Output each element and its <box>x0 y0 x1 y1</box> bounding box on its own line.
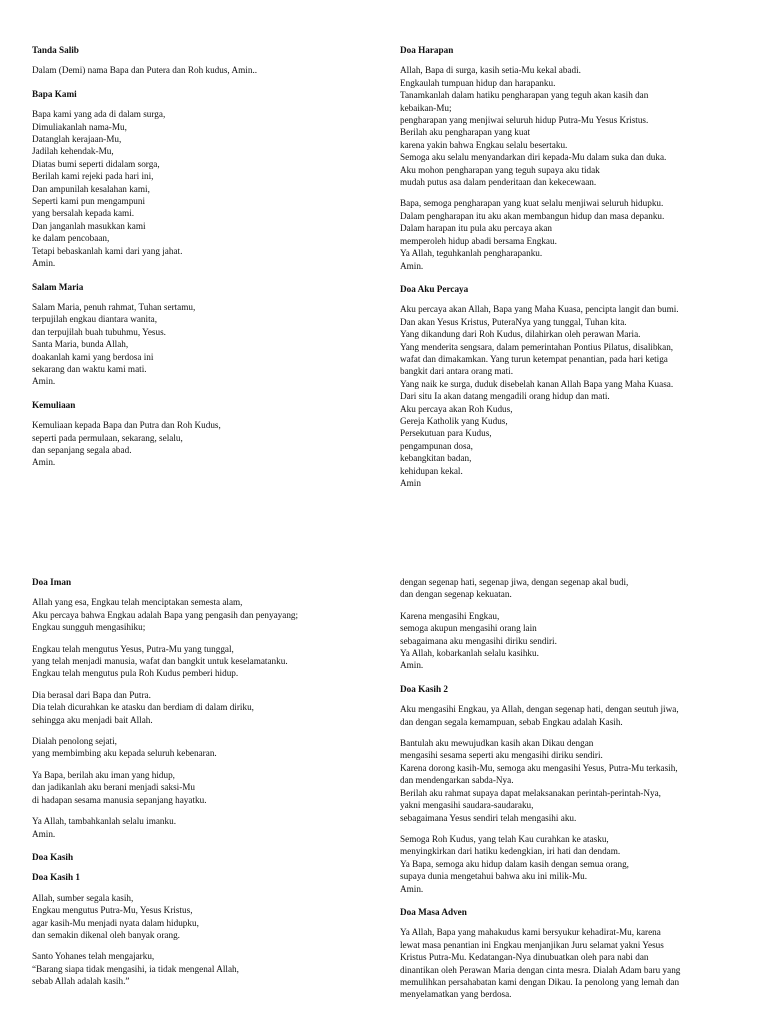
text-line: Kemuliaan kepada Bapa dan Putra dan Roh Kudus, <box>32 420 221 431</box>
text-line: memperoleh hidup abadi bersama Engkau. <box>400 235 557 246</box>
text-line: supaya dunia mengetahui bahwa aku ini milik-Mu. <box>400 871 588 882</box>
doa-harapan-para2 <box>400 197 765 271</box>
text-line: kebaikan-Mu; <box>400 102 452 113</box>
text-line: Karena dorong kasih-Mu, semoga aku mengasihi Yesus, Putra-Mu terkasih, <box>400 762 678 773</box>
kemuliaan-text <box>32 419 382 469</box>
text-line: Aku mohon pengharapan yang teguh supaya aku tidak <box>400 164 600 175</box>
text-line: terpujilah engkau diantara wanita, <box>32 314 158 325</box>
text-line: Yang naik ke surga, duduk disebelah kanan Allah Bapa yang Maha Kuasa. <box>400 378 674 389</box>
bapa-kami-heading: Bapa Kami <box>32 88 77 99</box>
doa-iman-heading: Doa Iman <box>32 577 72 587</box>
text-line: Salam Maria, penuh rahmat, Tuhan sertamu, <box>32 301 196 312</box>
text-line: ke dalam pencobaan, <box>32 233 110 244</box>
text-line: Bapa, semoga pengharapan yang kuat selalu menjiwai seluruh hidupku. <box>400 198 664 209</box>
text-line: sebagaimana Yesus sendiri telah mengasihi aku. <box>400 812 577 823</box>
doa-aku-percaya-text <box>400 303 765 489</box>
doa-kasih-1-para2 <box>32 950 382 987</box>
text-line: Engkaulah tumpuan hidup dan harapanku. <box>400 77 556 88</box>
doa-kasih-heading: Doa Kasih <box>32 851 74 862</box>
text-line: Jadilah kehendak-Mu, <box>32 146 114 157</box>
doa-kasih-2-para <box>400 833 765 895</box>
text-line: Allah, Bapa di surga, kasih setia-Mu kekal abadi. <box>400 65 581 76</box>
text-line: sebab Allah adalah kasih.” <box>32 976 130 987</box>
doa-kasih-1-continued-para1 <box>400 576 765 601</box>
text-line: Bantulah aku mewujudkan kasih akan Dikau dengan <box>400 738 594 749</box>
doa-iman-para <box>32 769 382 806</box>
doa-iman-para <box>32 735 382 760</box>
page2-left-column <box>32 576 382 997</box>
text-line: Semoga aku selalu menyandarkan diri kepada-Mu dalam suka dan duka. <box>400 152 667 163</box>
text-line: wafat dan dimakamkan. Yang turun ketempat penantian, pada hari ketiga <box>400 353 668 364</box>
text-line: Engkau sungguh mengasihiku; <box>32 622 146 633</box>
text-line: mudah putus asa dalam penderitaan dan kekecewaan. <box>400 177 597 188</box>
page1-right-column <box>400 44 765 498</box>
text-line: Berilah aku rahmat supaya dapat melaksanakan perintah-perintah-Nya, <box>400 787 661 798</box>
text-line: lewat masa penantian ini Engkau menjanjikan Juru selamat yakni Yesus <box>400 939 664 950</box>
doa-iman-para <box>32 596 382 633</box>
tanda-salib-heading: Tanda Salib <box>32 45 79 55</box>
kemuliaan-heading: Kemuliaan <box>32 399 76 410</box>
text-line: yang bersalah kepada kami. <box>32 208 135 219</box>
text-line: mengasihi sesama seperti aku mengasihi diriku sendiri. <box>400 750 603 761</box>
text-line: Amin. <box>400 260 424 271</box>
text-line: Allah, sumber segala kasih, <box>32 892 134 903</box>
doa-masa-adven-heading: Doa Masa Adven <box>400 906 467 917</box>
text-line: Seperti kami pun mengampuni <box>32 196 146 207</box>
page2-right-column <box>400 576 765 1010</box>
text-line: sehingga aku menjadi bait Allah. <box>32 714 153 725</box>
text-line: Yang menderita sengsara, dalam pemerintahan Pontius Pilatus, disalibkan, <box>400 341 674 352</box>
text-line: Amin. <box>32 457 56 468</box>
text-line: Amin. <box>32 828 56 839</box>
doa-iman-para <box>32 815 382 840</box>
text-line: yakni mengasihi saudara-saudaraku, <box>400 800 534 811</box>
text-line: Tanamkanlah dalam hatiku pengharapan yang teguh akan kasih dan <box>400 90 649 101</box>
text-line: di hadapan sesama manusia sepanjang hayatku. <box>32 794 207 805</box>
text-line: Persekutuan para Kudus, <box>400 428 492 439</box>
text-line: Dan ampunilah kesalahan kami, <box>32 183 150 194</box>
text-line: yang telah menjadi manusia, wafat dan bangkit untuk keselamatanku. <box>32 656 288 667</box>
tanda-salib-text: Dalam (Demi) nama Bapa dan Putera dan Roh kudus, Amin.. <box>32 65 258 76</box>
text-line: Allah yang esa, Engkau telah menciptakan semesta alam, <box>32 597 243 608</box>
text-line: Bapa kami yang ada di dalam surga, <box>32 109 166 120</box>
text-line: Kristus Putra-Mu. Kedatangan-Nya dinubuatkan oleh para nabi dan <box>400 952 649 963</box>
doa-kasih-2-para <box>400 703 765 728</box>
text-line: dinantikan oleh Perawan Maria dengan cinta mesra. Dialah Adam baru yang <box>400 964 681 975</box>
text-line: Semoga Roh Kudus, yang telah Kau curahkan ke atasku, <box>400 833 609 844</box>
text-line: Amin <box>400 478 421 488</box>
text-line: Aku mengasihi Engkau, ya Allah, dengan segenap hati, dengan seutuh jiwa, <box>400 704 679 715</box>
text-line: “Barang siapa tidak mengasihi, ia tidak mengenal Allah, <box>32 963 239 974</box>
text-line: bangkit dari antara orang mati. <box>400 366 514 377</box>
salam-maria-text <box>32 301 382 388</box>
text-line: dan semakin dikenal oleh banyak orang. <box>32 929 180 940</box>
text-line: menyingkirkan dari hatiku kedengkian, iri hati dan dendam. <box>400 846 621 857</box>
text-line: Aku percaya akan Allah, Bapa yang Maha Kuasa, pencipta langit dan bumi. <box>400 304 679 315</box>
text-line: Ya Allah, kobarkanlah selalu kasihku. <box>400 648 539 659</box>
text-line: Dia berasal dari Bapa dan Putra. <box>32 689 151 700</box>
doa-harapan-para1 <box>400 64 765 188</box>
doa-harapan-heading: Doa Harapan <box>400 45 454 55</box>
doa-kasih-2-heading: Doa Kasih 2 <box>400 683 448 694</box>
text-line: Engkau mengutus Putra-Mu, Yesus Kristus, <box>32 905 193 916</box>
text-line: seperti pada permulaan, sekarang, selalu, <box>32 432 183 443</box>
text-line: dan jadikanlah aku berani menjadi saksi-Mu <box>32 782 196 793</box>
text-line: Berilah aku pengharapan yang kuat <box>400 127 531 138</box>
page1-left-column <box>32 44 382 478</box>
text-line: dan dengan segenap kekuatan. <box>400 589 512 600</box>
text-line: Dan akan Yesus Kristus, PuteraNya yang tunggal, Tuhan kita. <box>400 316 627 327</box>
text-line: agar kasih-Mu menjadi nyata dalam hidupku, <box>32 917 199 928</box>
text-line: yang membimbing aku kepada seluruh kebenaran. <box>32 748 217 759</box>
text-line: Berilah kami rejeki pada hari ini, <box>32 171 154 182</box>
text-line: dan terpujilah buah tubuhmu, Yesus. <box>32 326 166 337</box>
text-line: Dimuliakanlah nama-Mu, <box>32 121 127 132</box>
text-line: menyelamatkan yang berdosa. <box>400 989 512 1000</box>
text-line: Ya Allah, Bapa yang mahakudus kami bersyukur kehadirat-Mu, karena <box>400 927 661 938</box>
text-line: Ya Bapa, semoga aku hidup dalam kasih dengan semua orang, <box>400 858 629 869</box>
text-line: Tetapi bebaskanlah kami dari yang jahat. <box>32 245 183 256</box>
doa-iman-para <box>32 643 382 680</box>
text-line: Santo Yohanes telah mengajarku, <box>32 951 155 962</box>
text-line: Dari situ Ia akan datang mengadili orang hidup dan mati. <box>400 391 610 402</box>
text-line: Santa Maria, bunda Allah, <box>32 339 129 350</box>
text-line: Amin. <box>32 376 56 387</box>
bapa-kami-text <box>32 108 382 269</box>
doa-kasih-1-heading: Doa Kasih 1 <box>32 872 80 883</box>
text-line: Yang dikandung dari Roh Kudus, dilahirkan oleh perawan Maria. <box>400 329 641 340</box>
text-line: Dia telah dicurahkan ke atasku dan berdiam di dalam diriku, <box>32 702 254 713</box>
text-line: dan sepanjang segala abad. <box>32 444 132 455</box>
text-line: kebangkitan badan, <box>400 453 472 464</box>
text-line: kehidupan kekal. <box>400 465 463 476</box>
doa-kasih-1-continued-para2 <box>400 610 765 672</box>
text-line: Amin. <box>400 660 424 671</box>
doa-aku-percaya-heading: Doa Aku Percaya <box>400 283 469 294</box>
text-line: Ya Allah, tambahkanlah selalu imanku. <box>32 816 176 827</box>
text-line: memulihkan persahabatan kami dengan Dikau. Ia penolong yang lemah dan <box>400 976 680 987</box>
text-line: Dalam pengharapan itu aku akan membangun hidup dan masa depanku. <box>400 210 665 221</box>
text-line: pengampunan dosa, <box>400 440 473 451</box>
text-line: karena yakin bahwa Engkau selalu besertaku. <box>400 139 568 150</box>
text-line: semoga akupun mengasihi orang lain <box>400 623 537 634</box>
text-line: Karena mengasihi Engkau, <box>400 610 500 621</box>
text-line: Ya Bapa, berilah aku iman yang hidup, <box>32 769 175 780</box>
text-line: Ya Allah, teguhkanlah pengharapanku. <box>400 248 543 259</box>
text-line: Dialah penolong sejati, <box>32 736 117 747</box>
text-line: Aku percaya bahwa Engkau adalah Bapa yang pengasih dan penyayang; <box>32 609 299 620</box>
text-line: doakanlah kami yang berdosa ini <box>32 351 154 362</box>
text-line: pengharapan yang menjiwai seluruh hidup Putra-Mu Yesus Kristus. <box>400 115 649 126</box>
text-line: Engkau telah mengutus pula Roh Kudus pemberi hidup. <box>32 668 239 679</box>
text-line: sebagaimana aku mengasihi diriku sendiri. <box>400 635 557 646</box>
text-line: dan dengan segala kemampuan, sebab Engkau adalah Kasih. <box>400 716 623 727</box>
text-line: dengan segenap hati, segenap jiwa, dengan segenap akal budi, <box>400 577 629 587</box>
doa-kasih-1-para1 <box>32 892 382 942</box>
text-line: sekarang dan waktu kami mati. <box>32 363 147 374</box>
doa-iman-para <box>32 689 382 726</box>
text-line: Dalam harapan itu pula aku percaya akan <box>400 223 553 234</box>
text-line: Amin. <box>400 883 424 894</box>
salam-maria-heading: Salam Maria <box>32 281 84 292</box>
text-line: Diatas bumi seperti didalam sorga, <box>32 158 160 169</box>
text-line: Gereja Katholik yang Kudus, <box>400 415 508 426</box>
text-line: Datanglah kerajaan-Mu, <box>32 134 122 145</box>
text-line: Amin. <box>32 258 56 269</box>
text-line: Dan janganlah masukkan kami <box>32 220 146 231</box>
text-line: Aku percaya akan Roh Kudus, <box>400 403 513 414</box>
text-line: dan mendengarkan sabda-Nya. <box>400 775 514 786</box>
doa-kasih-2-para <box>400 737 765 824</box>
text-line: Engkau telah mengutus Yesus, Putra-Mu yang tunggal, <box>32 643 234 654</box>
doa-masa-adven-text <box>400 926 765 1000</box>
